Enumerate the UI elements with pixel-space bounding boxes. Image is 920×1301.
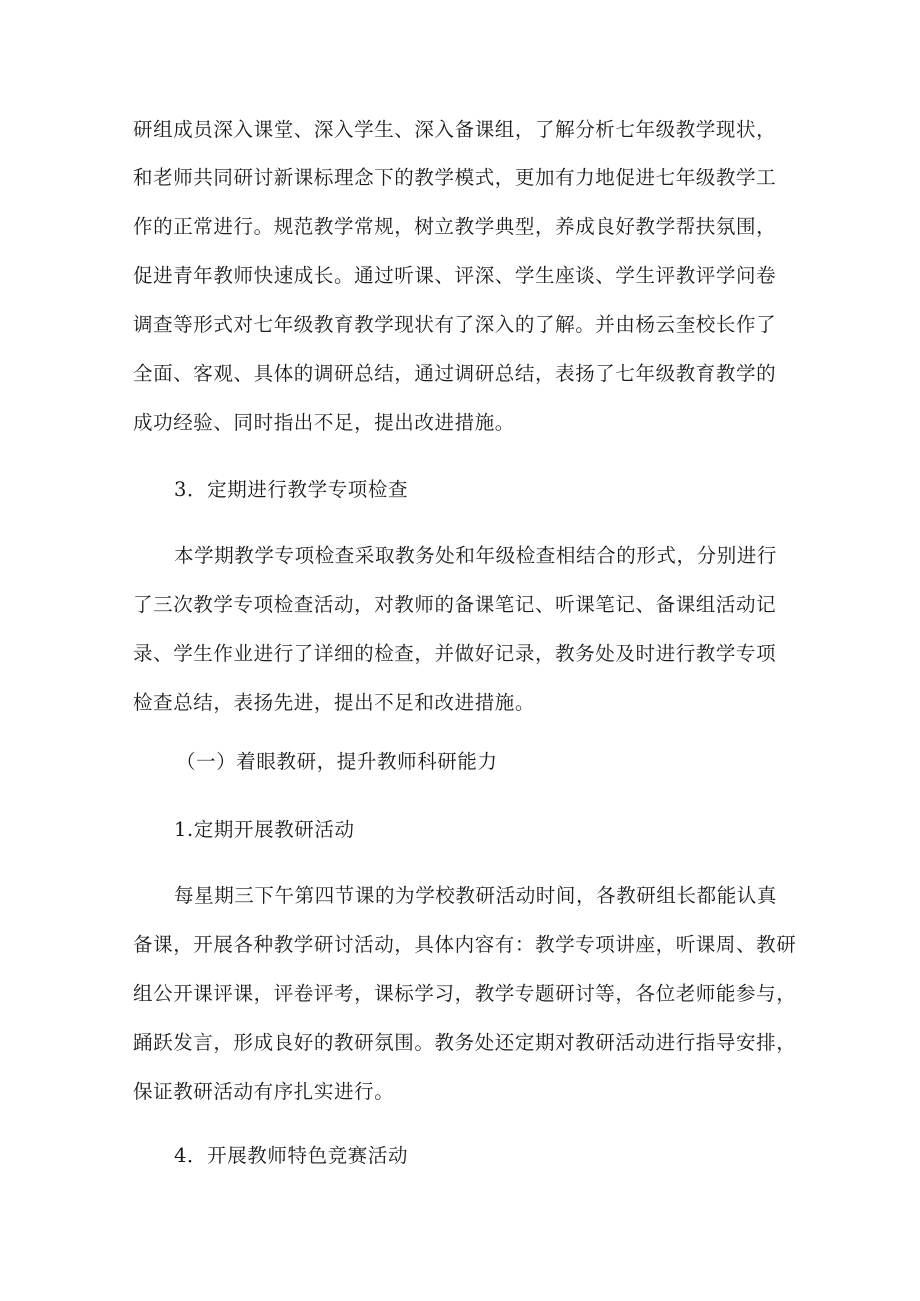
paragraph3-line-4: 踊跃发言，形成良好的教研氛围。教务处还定期对教研活动进行指导安排， [133, 1031, 797, 1054]
section-heading-research: （一）着眼教研，提升教师科研能力 [176, 750, 498, 773]
paragraph1-line-3: 作的正常进行。规范教学常规，树立教学典型，养成良好教学帮扶氛围， [133, 215, 777, 238]
paragraph2-line-3: 录、学生作业进行了详细的检查，并做好记录，教务处及时进行教学专项 [133, 642, 777, 665]
paragraph1-line-6: 全面、客观、具体的调研总结，通过调研总结，表扬了七年级教育教学的 [133, 362, 777, 385]
heading-3-special-inspection: 3．定期进行教学专项检查 [174, 478, 409, 501]
paragraph3-line-3: 组公开课评课，评卷评考，课标学习，教学专题研讨等，各位老师能参与， [133, 982, 797, 1005]
paragraph1-line-1: 研组成员深入课堂、深入学生、深入备课组，了解分析七年级教学现状， [133, 118, 777, 141]
heading-4-teacher-competition: 4．开展教师特色竞赛活动 [174, 1144, 409, 1167]
heading-1-research-activities: 1.定期开展教研活动 [174, 818, 355, 841]
paragraph1-line-2: 和老师共同研讨新课标理念下的教学模式，更加有力地促进七年级教学工 [133, 166, 777, 189]
paragraph2-line-1: 本学期教学专项检查采取教务处和年级检查相结合的形式，分别进行 [174, 544, 778, 567]
paragraph3-line-5: 保证教研活动有序扎实进行。 [133, 1080, 395, 1103]
paragraph3-line-1: 每星期三下午第四节课的为学校教研活动时间，各教研组长都能认真 [174, 884, 778, 907]
paragraph2-line-2: 了三次教学专项检查活动，对教师的备课笔记、听课笔记、备课组活动记 [133, 593, 777, 616]
paragraph2-line-4: 检查总结，表扬先进，提出不足和改进措施。 [133, 691, 536, 714]
paragraph3-line-2: 备课，开展各种教学研讨活动，具体内容有：教学专项讲座，听课周、教研 [133, 933, 797, 956]
paragraph1-line-7: 成功经验、同时指出不足，提出改进措施。 [133, 411, 515, 434]
paragraph1-line-5: 调查等形式对七年级教育教学现状有了深入的了解。并由杨云奎校长作了 [133, 313, 777, 336]
paragraph1-line-4: 促进青年教师快速成长。通过听课、评深、学生座谈、学生评教评学问卷 [133, 264, 777, 287]
